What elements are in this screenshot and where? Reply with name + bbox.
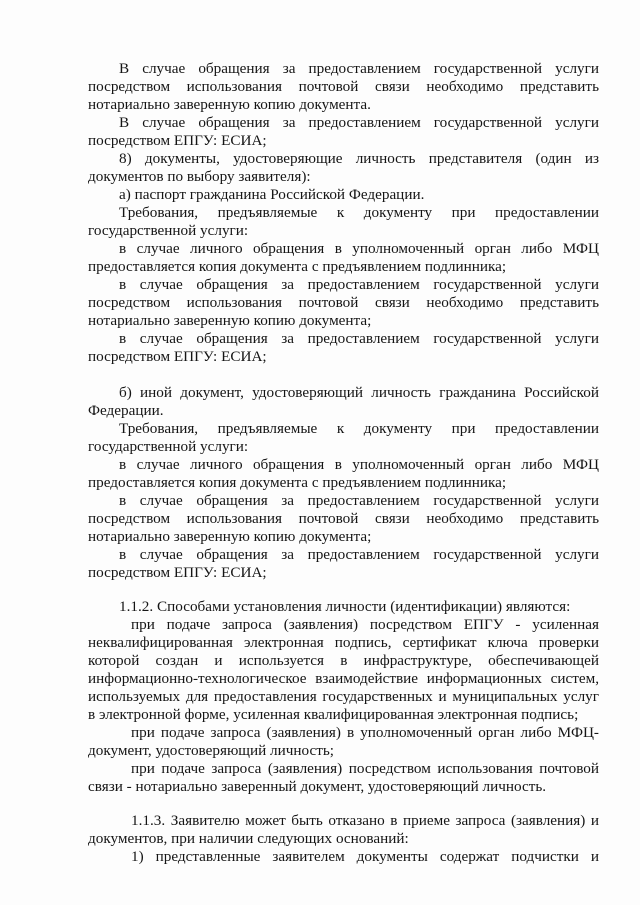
text-line: документ, удостоверяющий личность; — [88, 742, 335, 759]
text-line: используемых для предоставления государственных и муниципальных услуг — [88, 688, 599, 705]
text-line: Требования, предъявляемые к документу при предоставлении — [119, 420, 599, 437]
text-line: при подаче запроса (заявления) посредством использования почтовой — [131, 760, 599, 777]
text-line: в случае обращения за предоставлением государственной услуги — [119, 330, 599, 347]
text-line: неквалифицированная электронная подпись, сертификат ключа проверки — [88, 634, 599, 651]
text-line: в случае личного обращения в уполномоченный орган либо МФЦ — [119, 240, 599, 257]
text-line: Федерации. — [88, 402, 164, 419]
text-line: при подаче запроса (заявления) посредством ЕПГУ - усиленная — [131, 616, 599, 633]
text-line: документов, при наличии следующих оснований: — [88, 830, 409, 847]
text-line: предоставляется копия документа с предъявлением подлинника; — [88, 258, 507, 275]
text-line: посредством ЕПГУ: ЕСИА; — [88, 132, 267, 149]
text-line: в электронной форме, усиленная квалифицированная электронная подпись; — [88, 706, 579, 723]
section-heading-1-1-3: 1.1.3. Заявителю может быть отказано в приеме запроса (заявления) и — [131, 812, 599, 829]
text-line: связи - нотариально заверенный документ, удостоверяющий личность. — [88, 778, 547, 795]
text-line: нотариально заверенную копию документа. — [88, 96, 371, 113]
text-line: в случае обращения за предоставлением государственной услуги — [119, 546, 599, 563]
text-line: В случае обращения за предоставлением государственной услуги — [119, 60, 599, 77]
text-line: Требования, предъявляемые к документу при предоставлении — [119, 204, 599, 221]
text-line: в случае обращения за предоставлением государственной услуги — [119, 492, 599, 509]
text-line: в случае обращения за предоставлением государственной услуги — [119, 276, 599, 293]
text-line: В случае обращения за предоставлением государственной услуги — [119, 114, 599, 131]
text-line: документов по выбору заявителя): — [88, 168, 311, 185]
text-line: 1) представленные заявителем документы содержат подчистки и — [131, 848, 599, 865]
text-line: информационно-технологическое взаимодействие информационных систем, — [88, 670, 599, 687]
text-line: посредством использования почтовой связи необходимо представить — [88, 294, 599, 311]
text-line: посредством ЕПГУ: ЕСИА; — [88, 348, 267, 365]
text-line: посредством ЕПГУ: ЕСИА; — [88, 564, 267, 581]
text-line: предоставляется копия документа с предъявлением подлинника; — [88, 474, 507, 491]
text-line: 8) документы, удостоверяющие личность представителя (один из — [119, 150, 599, 167]
text-line: государственной услуги: — [88, 438, 249, 455]
text-line: посредством использования почтовой связи необходимо представить — [88, 78, 599, 95]
text-line: в случае личного обращения в уполномоченный орган либо МФЦ — [119, 456, 599, 473]
text-line: государственной услуги: — [88, 222, 249, 239]
text-line: посредством использования почтовой связи необходимо представить — [88, 510, 599, 527]
text-line: а) паспорт гражданина Российской Федерации. — [119, 186, 425, 203]
section-heading-1-1-2: 1.1.2. Способами установления личности (идентификации) являются: — [119, 598, 571, 615]
text-line: б) иной документ, удостоверяющий личность гражданина Российской — [119, 384, 599, 401]
text-line: нотариально заверенную копию документа; — [88, 312, 372, 329]
text-line: которой создан и используется в инфраструктуре, обеспечивающей — [88, 652, 599, 669]
text-line: при подаче запроса (заявления) в уполномоченный орган либо МФЦ- — [131, 724, 599, 741]
text-line: нотариально заверенную копию документа; — [88, 528, 372, 545]
